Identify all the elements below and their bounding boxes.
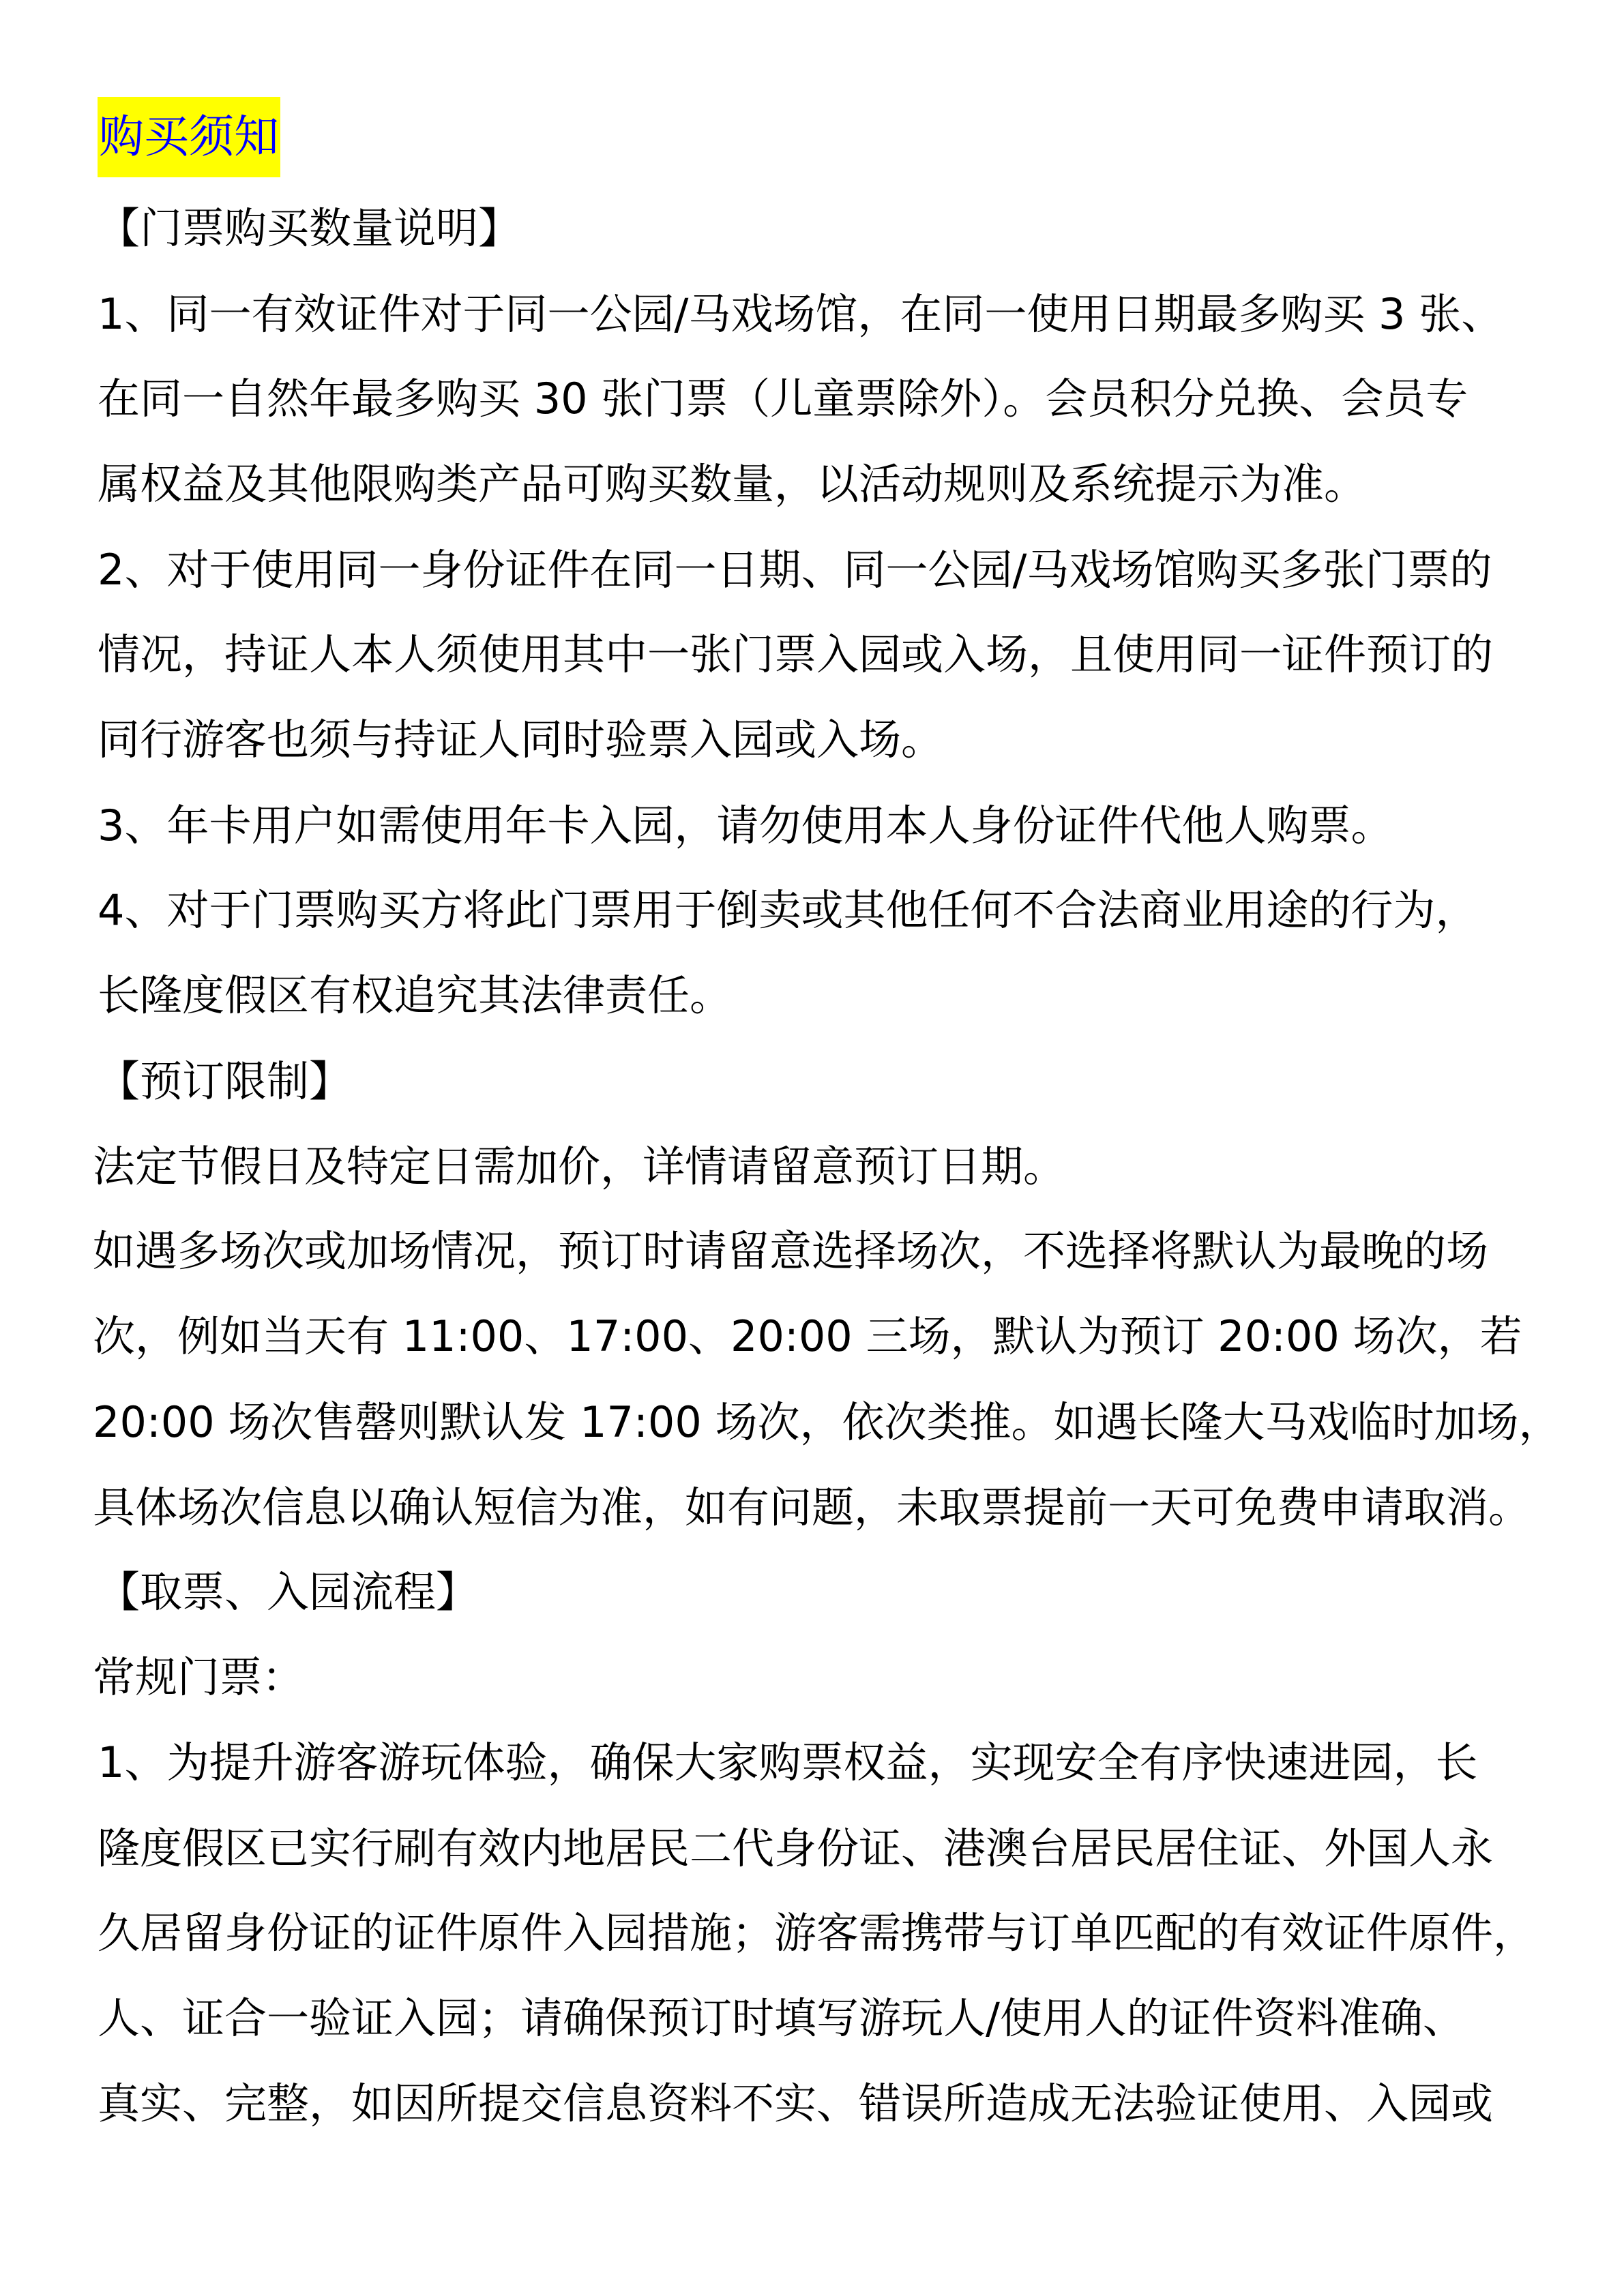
paragraph-line: 久居留身份证的证件原件入园措施；游客需携带与订单匹配的有效证件原件， bbox=[98, 1908, 1536, 1958]
page-title: 购买须知 bbox=[98, 97, 280, 177]
section-heading-booking-limits: 【预订限制】 bbox=[98, 1056, 352, 1106]
paragraph-line: 1、为提升游客游玩体验，确保大家购票权益，实现安全有序快速进园，长 bbox=[98, 1738, 1478, 1787]
paragraph-line: 常规门票： bbox=[93, 1652, 305, 1702]
paragraph-line: 次，例如当天有 11:00、17:00、20:00 三场，默认为预订 20:00 场次，若 bbox=[93, 1311, 1522, 1361]
paragraph-line: 如遇多场次或加场情况，预订时请留意选择场次，不选择将默认为最晚的场 bbox=[93, 1226, 1489, 1276]
section-heading-ticket-quantity: 【门票购买数量说明】 bbox=[98, 203, 521, 253]
paragraph-line: 隆度假区已实行刷有效内地居民二代身份证、港澳台居民居住证、外国人永 bbox=[98, 1823, 1494, 1873]
paragraph-line: 在同一自然年最多购买 30 张门票（儿童票除外）。会员积分兑换、会员专 bbox=[98, 374, 1468, 423]
paragraph-line: 1、同一有效证件对于同一公园/马戏场馆，在同一使用日期最多购买 3 张、 bbox=[98, 289, 1504, 339]
paragraph-line: 4、对于门票购买方将此门票用于倒卖或其他任何不合法商业用途的行为， bbox=[98, 885, 1478, 935]
paragraph-line: 3、年卡用户如需使用年卡入园，请勿使用本人身份证件代他人购票。 bbox=[98, 801, 1393, 850]
paragraph-line: 20:00 场次售罄则默认发 17:00 场次，依次类推。如遇长隆大马戏临时加场， bbox=[93, 1397, 1561, 1447]
paragraph-line: 具体场次信息以确认短信为准，如有问题，未取票提前一天可免费申请取消。 bbox=[93, 1482, 1531, 1532]
section-heading-pickup-entry: 【取票、入园流程】 bbox=[98, 1567, 479, 1617]
paragraph-line: 情况，持证人本人须使用其中一张门票入园或入场，且使用同一证件预订的 bbox=[98, 629, 1494, 679]
paragraph-line: 长隆度假区有权追究其法律责任。 bbox=[98, 970, 733, 1020]
paragraph-line: 2、对于使用同一身份证件在同一日期、同一公园/马戏场馆购买多张门票的 bbox=[98, 545, 1492, 595]
paragraph-line: 属权益及其他限购类产品可购买数量，以活动规则及系统提示为准。 bbox=[98, 459, 1367, 509]
paragraph-line: 同行游客也须与持证人同时验票入园或入场。 bbox=[98, 715, 944, 764]
paragraph-line: 真实、完整，如因所提交信息资料不实、错误所造成无法验证使用、入园或 bbox=[98, 2078, 1494, 2128]
paragraph-line: 法定节假日及特定日需加价，详情请留意预订日期。 bbox=[93, 1142, 1066, 1191]
paragraph-line: 人、证合一验证入园；请确保预订时填写游玩人/使用人的证件资料准确、 bbox=[98, 1993, 1465, 2043]
